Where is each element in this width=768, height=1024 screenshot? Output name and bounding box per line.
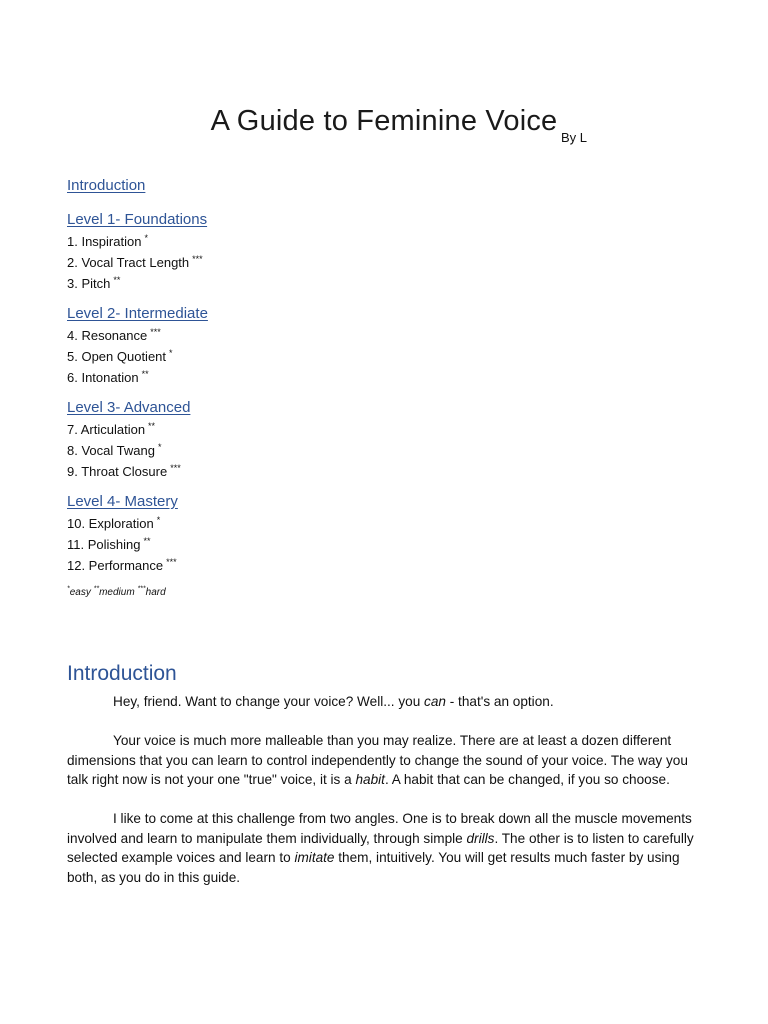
toc-item: 6. Intonation ** [67, 368, 149, 385]
toc-level-4 [67, 492, 707, 576]
introduction-body [67, 692, 701, 907]
toc-link-level-3[interactable]: Level 3- Advanced [67, 399, 191, 416]
toc-item: 8. Vocal Twang * [67, 441, 162, 458]
difficulty-stars: * [157, 441, 162, 452]
toc-item: 9. Throat Closure *** [67, 462, 181, 479]
difficulty-legend: *easy **medium ***hard [67, 585, 166, 598]
toc-level-3 [67, 398, 707, 482]
table-of-contents [67, 176, 707, 600]
toc-item: 5. Open Quotient * [67, 347, 173, 364]
toc-item: 3. Pitch ** [67, 274, 121, 291]
difficulty-stars: ** [143, 535, 151, 546]
paragraph: I like to come at this challenge from two angles. One is to break down all the muscle movements involved and learn to manipulate them individually, through simple drills. The other is to listen to carefully selected example voices and learn to imitate them, intuitively. You will get results much faster by using both, as you do in this guide. [67, 811, 694, 885]
toc-item: 11. Polishing ** [67, 535, 151, 552]
difficulty-stars: ** [148, 420, 156, 431]
author-byline: By L [561, 130, 588, 145]
difficulty-stars: * [169, 347, 173, 358]
toc-link-level-1[interactable]: Level 1- Foundations [67, 211, 208, 228]
toc-item: 7. Articulation ** [67, 420, 156, 437]
difficulty-stars: * [144, 232, 148, 243]
difficulty-stars: *** [150, 326, 161, 337]
difficulty-stars: *** [192, 253, 203, 264]
page-title: A Guide to Feminine Voice [210, 105, 558, 138]
toc-level-1 [67, 210, 707, 294]
difficulty-stars: *** [166, 556, 177, 567]
toc-item: 4. Resonance *** [67, 326, 161, 343]
toc-item: 1. Inspiration * [67, 232, 148, 249]
toc-link-level-2[interactable]: Level 2- Intermediate [67, 305, 208, 322]
introduction-heading: Introduction [67, 662, 177, 685]
paragraph: Your voice is much more malleable than you may realize. There are at least a dozen different dimensions that you can learn to control independently to change the sound of your voice. The way you talk right now is not your one "true" voice, it is a habit. A habit that can be changed, if you so choose. [67, 733, 688, 787]
toc-item: 10. Exploration * [67, 514, 161, 531]
toc-level-2 [67, 304, 707, 388]
difficulty-stars: ** [141, 368, 149, 379]
difficulty-stars: * [156, 514, 161, 525]
paragraph: Hey, friend. Want to change your voice? Well... you can - that's an option. [113, 694, 554, 709]
difficulty-stars: ** [113, 274, 121, 285]
toc-link-level-4[interactable]: Level 4- Mastery [67, 493, 178, 510]
toc-item: 2. Vocal Tract Length *** [67, 253, 203, 270]
toc-item: 12. Performance *** [67, 556, 177, 573]
difficulty-stars: *** [170, 462, 181, 473]
toc-link-introduction[interactable]: Introduction [67, 177, 146, 194]
